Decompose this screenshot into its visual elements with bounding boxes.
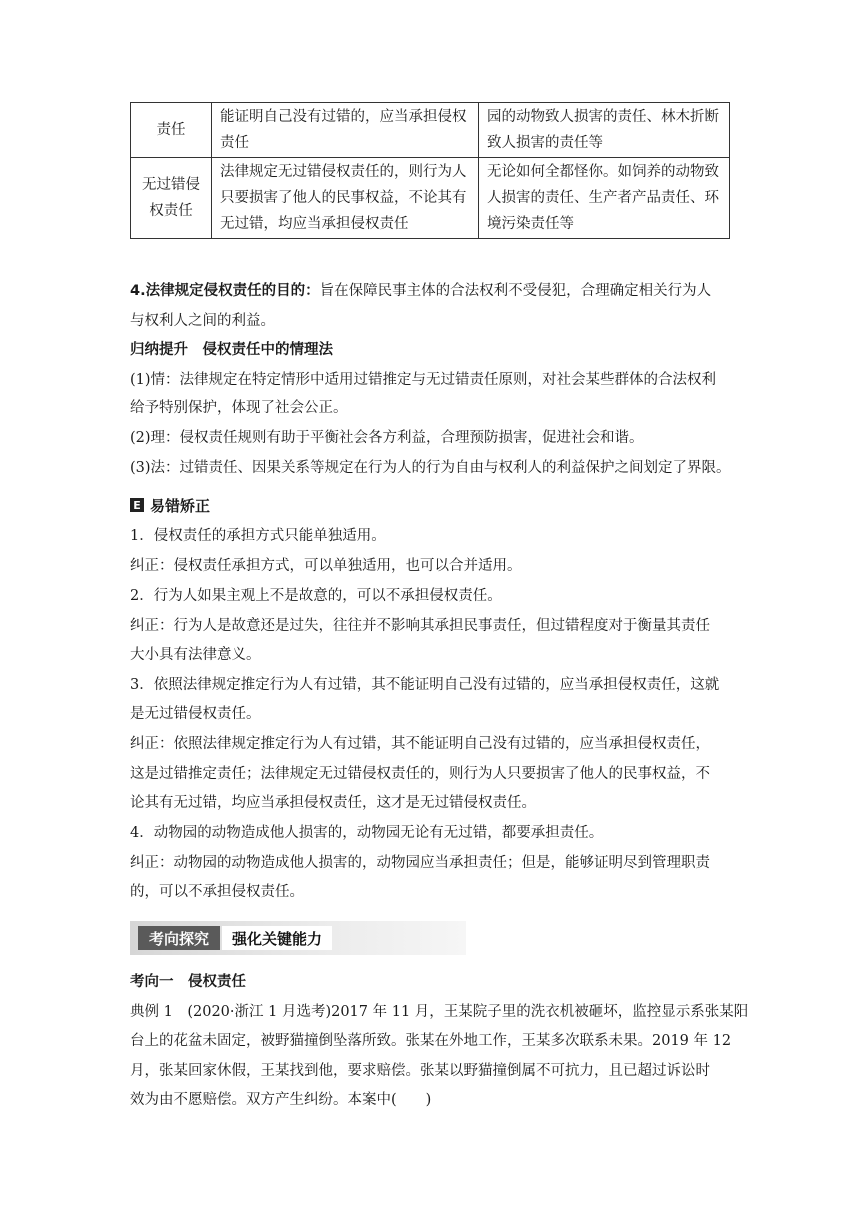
section-banner xyxy=(130,921,466,955)
summary-heading: 归纳提升 侵权责任中的情理法 xyxy=(130,342,333,358)
purpose-label: 4.法律规定侵权责任的目的： xyxy=(130,283,320,299)
error-line: 纠正：动物园的动物造成他人损害的，动物园应当承担责任；但是，能够证明尽到管理职责 xyxy=(130,855,710,871)
error-line: 纠正：行为人是故意还是过失，往往并不影响其承担民事责任，但过错程度对于衡量其责任 xyxy=(130,618,710,634)
error-line: 这是过错推定责任；法律规定无过错侵权责任的，则行为人只要损害了他人的民事权益，不 xyxy=(130,766,710,782)
summary-item: (1)情：法律规定在特定情形中适用过错推定与无过错责任原则，对社会某些群体的合法权利 xyxy=(130,372,717,388)
error-line: 大小具有法律意义。 xyxy=(130,647,261,663)
error-line: 纠正：依照法律规定推定行为人有过错，其不能证明自己没有过错的，应当承担侵权责任， xyxy=(130,736,710,752)
example-line: 台上的花盆未固定，被野猫撞倒坠落所致。张某在外地工作，王某多次联系未果。2019 年 12 xyxy=(130,1033,732,1049)
topic-heading: 考向一 侵权责任 xyxy=(130,974,246,990)
error-line: 论其有无过错，均应当承担侵权责任，这才是无过错侵权责任。 xyxy=(130,795,536,811)
banner-subtitle: 强化关键能力 xyxy=(222,926,332,950)
error-line: 的，可以不承担侵权责任。 xyxy=(130,884,304,900)
table-cell: 责任 xyxy=(131,103,212,158)
table-cell: 无过错侵权责任 xyxy=(131,158,212,239)
purpose-text: 旨在保障民事主体的合法权利不受侵犯，合理确定相关行为人 xyxy=(319,283,712,299)
liability-table xyxy=(130,102,730,239)
summary-item: (3)法：过错责任、因果关系等规定在行为人的行为自由与权利人的利益保护之间划定了界限。 xyxy=(130,460,731,476)
summary-item: (2)理：侵权责任规则有助于平衡社会各方利益，合理预防损害，促进社会和谐。 xyxy=(130,430,644,446)
purpose-line xyxy=(130,281,711,301)
table-row xyxy=(131,103,730,158)
error-line: 纠正：侵权责任承担方式，可以单独适用，也可以合并适用。 xyxy=(130,558,522,574)
error-line: 1．侵权责任的承担方式只能单独适用。 xyxy=(130,528,386,544)
error-correction-heading xyxy=(130,495,210,515)
section-icon: E xyxy=(130,498,144,512)
table-cell: 能证明自己没有过错的，应当承担侵权责任 xyxy=(212,103,479,158)
example-line: 效为由不愿赔偿。双方产生纠纷。本案中( ) xyxy=(130,1092,432,1108)
example-line: 月，张某回家休假，王某找到他，要求赔偿。张某以野猫撞倒属不可抗力，且已超过诉讼时 xyxy=(130,1063,710,1079)
error-line: 2．行为人如果主观上不是故意的，可以不承担侵权责任。 xyxy=(130,588,502,604)
banner-label: 考向探究 xyxy=(138,926,220,950)
section-title: 易错矫正 xyxy=(150,496,211,515)
error-line: 4．动物园的动物造成他人损害的，动物园无论有无过错，都要承担责任。 xyxy=(130,825,604,841)
summary-item: 给予特别保护，体现了社会公正。 xyxy=(130,400,348,416)
table-cell: 法律规定无过错侵权责任的，则行为人只要损害了他人的民事权益，不论其有无过错，均应当承担侵权责任 xyxy=(212,158,479,239)
table-cell: 园的动物致人损害的责任、林木折断致人损害的责任等 xyxy=(479,103,730,158)
example-line: 典例 1 (2020·浙江 1 月选考)2017 年 11 月，王某院子里的洗衣机被砸坏，监控显示系张某阳 xyxy=(130,1004,749,1020)
table-cell: 无论如何全都怪你。如饲养的动物致人损害的责任、生产者产品责任、环境污染责任等 xyxy=(479,158,730,239)
error-line: 是无过错侵权责任。 xyxy=(130,706,261,722)
error-line: 3．依照法律规定推定行为人有过错，其不能证明自己没有过错的，应当承担侵权责任，这就 xyxy=(130,677,720,693)
table-row xyxy=(131,158,730,239)
purpose-text-2: 与权利人之间的利益。 xyxy=(130,313,275,329)
